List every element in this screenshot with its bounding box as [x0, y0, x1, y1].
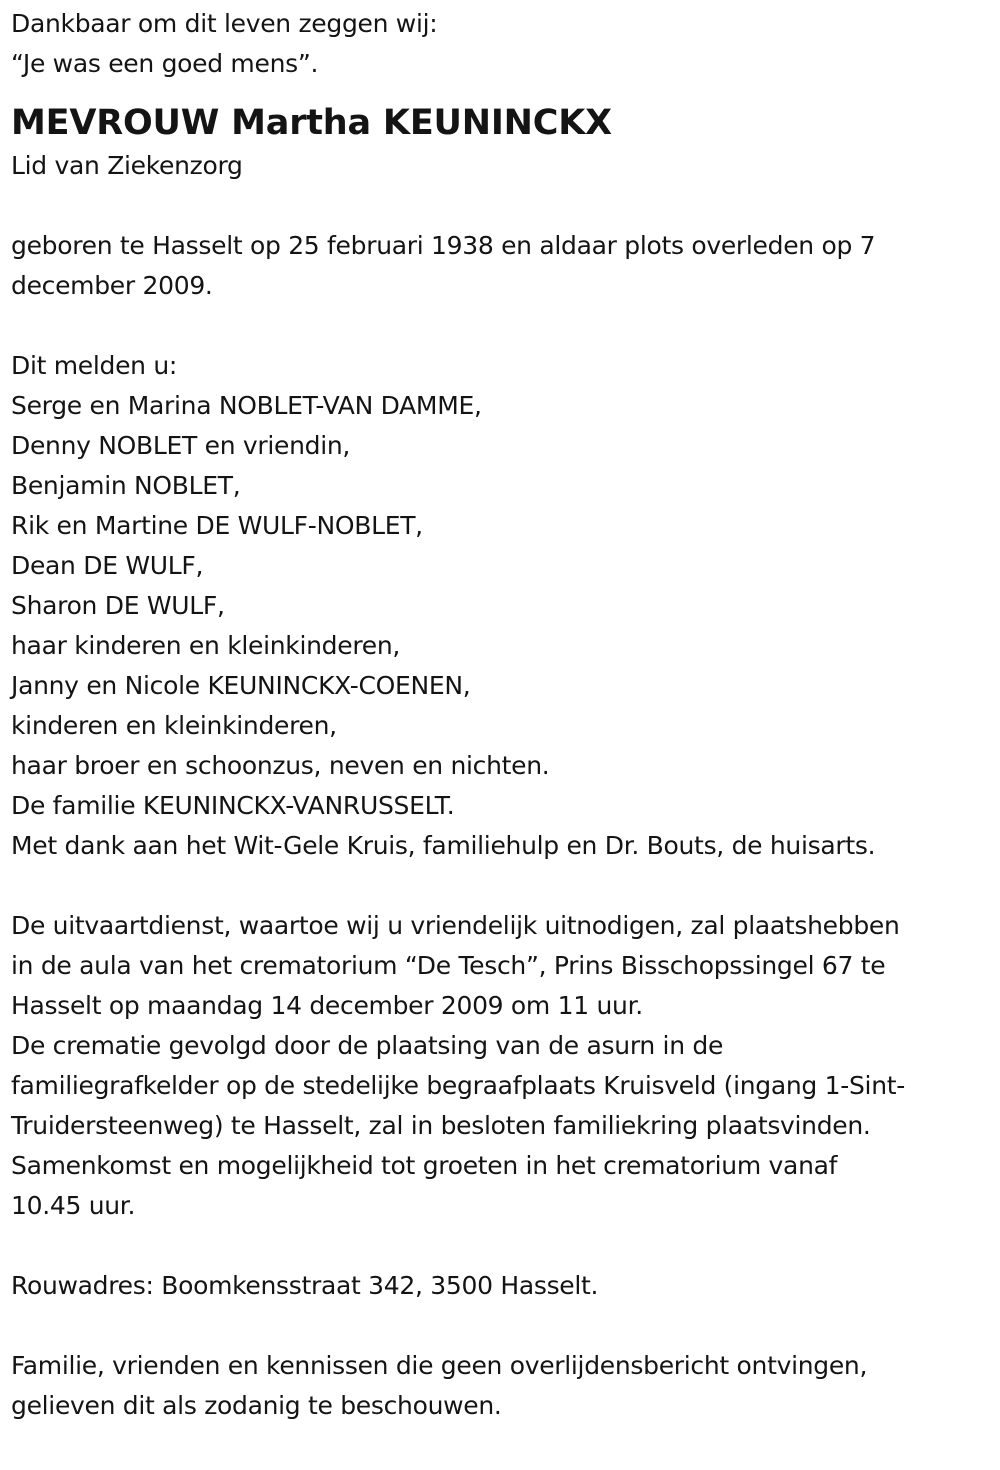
service-line: De crematie gevolgd door de plaatsing van de asurn in de [11, 1031, 724, 1060]
service-line: Truidersteenweg) te Hasselt, zal in besloten familiekring plaatsvinden. [11, 1111, 871, 1140]
family-line: haar broer en schoonzus, neven en nichten. [11, 751, 550, 780]
obituary-notice [11, 4, 991, 1426]
birth-death-line: geboren te Hasselt op 25 februari 1938 en aldaar plots overleden op 7 [11, 231, 876, 260]
membership-line: Lid van Ziekenzorg [11, 151, 243, 180]
closing-line: gelieven dit als zodanig te beschouwen. [11, 1391, 502, 1420]
mourning-address: Rouwadres: Boomkensstraat 342, 3500 Hasselt. [11, 1271, 599, 1300]
family-line: Rik en Martine DE WULF-NOBLET, [11, 511, 423, 540]
intro-quote: “Je was een goed mens”. [11, 49, 319, 78]
service-line: in de aula van het crematorium “De Tesch”, Prins Bisschopssingel 67 te [11, 951, 886, 980]
spacer [11, 1306, 991, 1346]
intro-section [11, 4, 991, 84]
service-line: 10.45 uur. [11, 1191, 136, 1220]
announcement-heading: Dit melden u: [11, 351, 178, 380]
birth-death-section [11, 226, 991, 306]
thanks-line: Met dank aan het Wit-Gele Kruis, familiehulp en Dr. Bouts, de huisarts. [11, 831, 876, 860]
spacer [11, 1226, 991, 1266]
family-line: Sharon DE WULF, [11, 591, 225, 620]
deceased-name: MEVROUW Martha KEUNINCKX [11, 103, 612, 143]
family-line: De familie KEUNINCKX-VANRUSSELT. [11, 791, 455, 820]
family-line: Benjamin NOBLET, [11, 471, 241, 500]
service-section [11, 906, 991, 1226]
family-line: Denny NOBLET en vriendin, [11, 431, 351, 460]
spacer [11, 306, 991, 346]
birth-death-line: december 2009. [11, 271, 213, 300]
closing-section [11, 1346, 991, 1426]
announcement-section [11, 346, 991, 866]
service-line: familiegrafkelder op de stedelijke begraafplaats Kruisveld (ingang 1-Sint- [11, 1071, 905, 1100]
spacer [11, 186, 991, 226]
family-line: haar kinderen en kleinkinderen, [11, 631, 401, 660]
family-line: Serge en Marina NOBLET-VAN DAMME, [11, 391, 482, 420]
service-line: De uitvaartdienst, waartoe wij u vriendelijk uitnodigen, zal plaatshebben [11, 911, 900, 940]
spacer [11, 866, 991, 906]
closing-line: Familie, vrienden en kennissen die geen overlijdensbericht ontvingen, [11, 1351, 868, 1380]
service-line: Hasselt op maandag 14 december 2009 om 11 uur. [11, 991, 643, 1020]
family-line: Janny en Nicole KEUNINCKX-COENEN, [11, 671, 471, 700]
family-line: Dean DE WULF, [11, 551, 204, 580]
family-line: kinderen en kleinkinderen, [11, 711, 337, 740]
service-line: Samenkomst en mogelijkheid tot groeten in het crematorium vanaf [11, 1151, 838, 1180]
intro-line: Dankbaar om dit leven zeggen wij: [11, 9, 438, 38]
